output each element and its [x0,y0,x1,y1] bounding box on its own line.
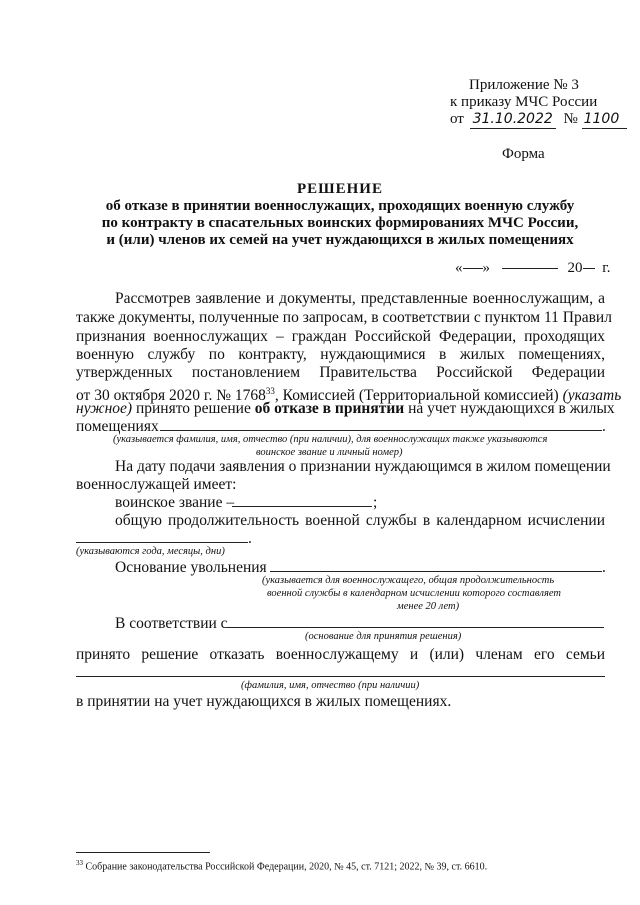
order-date-line [450,110,627,129]
handwritten-date: 31.10.2022 [470,110,556,129]
p1-line-6-italic: (указать [562,387,622,405]
appendix-number: Приложение № 3 [469,77,579,93]
footnote-text: Собрание законодательства Российской Федерации, 2020, № 45, ст. 7121; 2022, № 39, ст. 6610. [85,861,488,873]
dismissal-blank [270,571,602,572]
rank-semicolon: ; [373,494,378,511]
p2-line-1: На дату подачи заявления о признании нуждающимся в жилом помещении [115,458,611,475]
note-accordance: (основание для принятия решения) [305,631,462,642]
day-blank [463,268,483,269]
handwritten-number: 1100 [582,110,628,129]
footnote-reference: 33 [265,386,275,396]
decision-date [455,259,610,277]
accordance-blank [226,627,604,628]
p1-line-7-text: принято решение [132,400,255,417]
dismissal-label: Основание увольнения [115,559,267,576]
p1-line-8: помещениях [76,418,159,435]
footnote-mark: 33 [76,859,83,867]
p1-line-1: Рассмотрев заявление и документы, представленные военнослужащим, а [115,290,605,307]
title-line-3: и (или) членов их семей на учет нуждающихся в жилых помещениях [106,232,574,248]
p1-line-2: также документы, полученные по запросам, в соответствии с пунктом 11 Правил [76,309,612,326]
note-family-members: (фамилия, имя, отчество (при наличии) [241,680,420,691]
p2-line-2: военнослужащей имеет: [76,476,237,493]
document-title: РЕШЕНИЕ [297,181,383,197]
p1-line-6-commission: , Комиссией (Территориальной комиссией) [274,387,563,405]
month-blank [502,268,558,269]
p1-line-4: военную службу по контракту, нуждающимися в жилых помещениях, [76,346,605,363]
number-prefix: № [563,111,578,127]
p1-line-3: признания военнослужащих – граждан Российской Федерации, проходящих [76,328,605,345]
accordance-label: В соответствии с [115,615,228,632]
decision-line: принято решение отказать военнослужащему и (или) членам его семьи [76,646,605,663]
p1-line-6-text: от 30 октября 2020 г. № 1768 [76,387,266,405]
note-dismissal-1: (указывается для военнослужащего, общая продолжительность [262,575,555,586]
year-prefix: 20 [567,260,583,276]
service-period: . [248,530,252,547]
family-members-blank [76,676,605,677]
note-applicant-2: воинское звание и личный номер) [256,447,403,458]
rank-label: воинское звание – [115,494,235,511]
order-reference: к приказу МЧС России [450,94,598,110]
note-dismissal-2: военной службы в календарном исчислении которого составляет [267,588,561,599]
applicant-line-period: . [602,418,606,435]
date-prefix: от [450,111,464,127]
dismissal-period: . [602,559,606,576]
p1-line-7 [76,400,615,418]
footnote-separator [76,852,210,853]
applicant-name-blank [160,430,602,431]
form-label: Форма [502,146,545,162]
service-duration-blank [76,542,248,543]
footnote [76,857,487,873]
p1-line-7-bold: об отказе в принятии [254,400,405,417]
year-blank [583,268,595,269]
note-applicant-1: (указывается фамилия, имя, отчество (при наличии), для военнослужащих также указываются [113,434,548,445]
note-dismissal-3: менее 20 лет) [397,601,460,612]
title-line-1: об отказе в принятии военнослужащих, проходящих военную службу [105,198,575,214]
p1-line-7-end: на учет нуждающихся в жилых [404,400,615,417]
rank-blank [232,506,372,507]
p1-line-5: утвержденных постановлением Правительства Российской Федерации [76,364,605,381]
date-open-quote: « [455,260,463,276]
p1-line-7-italic: нужное) [76,400,133,417]
year-suffix: г. [602,260,611,276]
final-line: в принятии на учет нуждающихся в жилых помещениях. [76,693,452,710]
service-label: общую продолжительность военной службы в календарном исчислении [115,512,605,529]
title-line-2: по контракту в спасательных воинских формированиях МЧС России, [101,215,579,231]
note-service-duration: (указываются года, месяцы, дни) [76,546,225,557]
date-close-quote: » [482,260,490,276]
